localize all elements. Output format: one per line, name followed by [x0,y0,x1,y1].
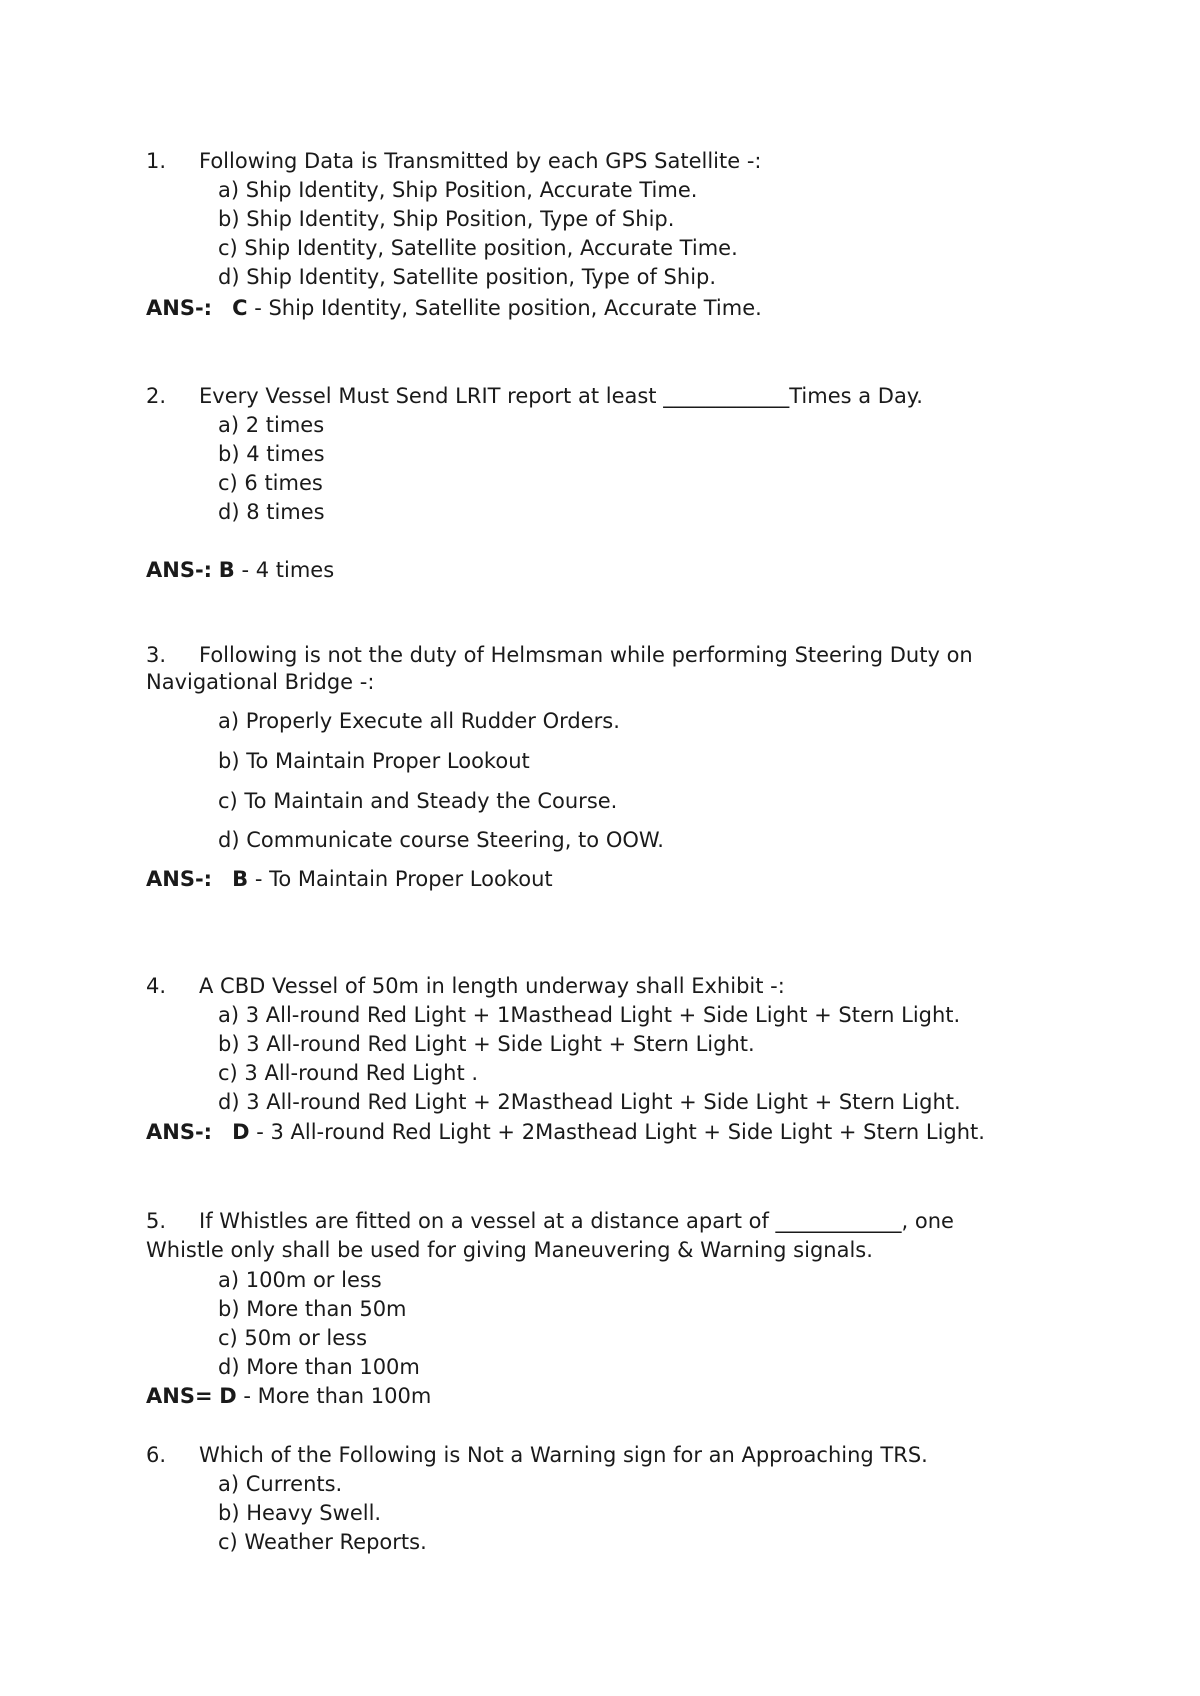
question-number: 4. [146,974,167,998]
question-number: 6. [146,1443,167,1467]
option-a: a) Properly Execute all Rudder Orders. [218,709,620,733]
answer-letter: D [219,1384,237,1408]
question-text: Following Data is Transmitted by each GPS Satellite -: [199,149,762,173]
answer-label: ANS= [146,1384,213,1408]
option-c: c) Weather Reports. [218,1530,427,1554]
question-number: 5. [146,1209,167,1233]
option-d: d) 8 times [218,500,325,524]
option-d: d) 3 All-round Red Light + 2Masthead Light + Side Light + Stern Light. [218,1090,961,1114]
answer-letter: D [232,1120,250,1144]
option-b: b) 4 times [218,442,325,466]
answer-label: ANS-: [146,867,213,891]
option-b: b) Heavy Swell. [218,1501,382,1525]
option-c: c) Ship Identity, Satellite position, Accurate Time. [218,236,738,260]
option-a: a) Ship Identity, Ship Position, Accurate Time. [218,178,698,202]
answer-label: ANS-: [146,296,213,320]
answer-line [146,298,762,319]
option-b: b) More than 50m [218,1297,407,1321]
question-text-line-1: If Whistles are fitted on a vessel at a distance apart of ____________, one [199,1209,954,1233]
option-a: a) 2 times [218,413,325,437]
option-a: a) 100m or less [218,1268,382,1292]
question-text-line-1: Following is not the duty of Helmsman while performing Steering Duty on [199,643,973,667]
answer-text: - Ship Identity, Satellite position, Accurate Time. [254,296,762,320]
answer-letter: B [232,867,249,891]
answer-text: - To Maintain Proper Lookout [254,867,553,891]
option-d: d) Communicate course Steering, to OOW. [218,828,664,852]
option-b: b) To Maintain Proper Lookout [218,749,530,773]
answer-label: ANS-: [146,1120,213,1144]
answer-line [146,560,334,581]
answer-text: - 4 times [241,558,335,582]
answer-text: - More than 100m [243,1384,432,1408]
answer-label: ANS-: [146,558,213,582]
option-d: d) Ship Identity, Satellite position, Type of Ship. [218,265,717,289]
question-number: 2. [146,384,167,408]
option-b: b) Ship Identity, Ship Position, Type of Ship. [218,207,675,231]
answer-text: - 3 All-round Red Light + 2Masthead Light + Side Light + Stern Light. [256,1120,985,1144]
option-c: c) 6 times [218,471,323,495]
option-c: c) 3 All-round Red Light . [218,1061,479,1085]
question-text: A CBD Vessel of 50m in length underway shall Exhibit -: [199,974,785,998]
question-text-line-2: Navigational Bridge -: [146,670,375,694]
question-text: Which of the Following is Not a Warning sign for an Approaching TRS. [199,1443,928,1467]
answer-line [146,1122,985,1143]
answer-letter: B [218,558,235,582]
answer-line [146,1386,431,1407]
question-number: 1. [146,149,167,173]
question-text-line-2: Whistle only shall be used for giving Maneuvering & Warning signals. [146,1238,873,1262]
option-c: c) To Maintain and Steady the Course. [218,789,618,813]
option-c: c) 50m or less [218,1326,368,1350]
answer-line [146,869,553,890]
option-a: a) Currents. [218,1472,343,1496]
question-number: 3. [146,643,167,667]
option-d: d) More than 100m [218,1355,420,1379]
option-b: b) 3 All-round Red Light + Side Light + Stern Light. [218,1032,755,1056]
question-text: Every Vessel Must Send LRIT report at least ____________Times a Day. [199,384,923,408]
answer-letter: C [232,296,248,320]
option-a: a) 3 All-round Red Light + 1Masthead Light + Side Light + Stern Light. [218,1003,961,1027]
